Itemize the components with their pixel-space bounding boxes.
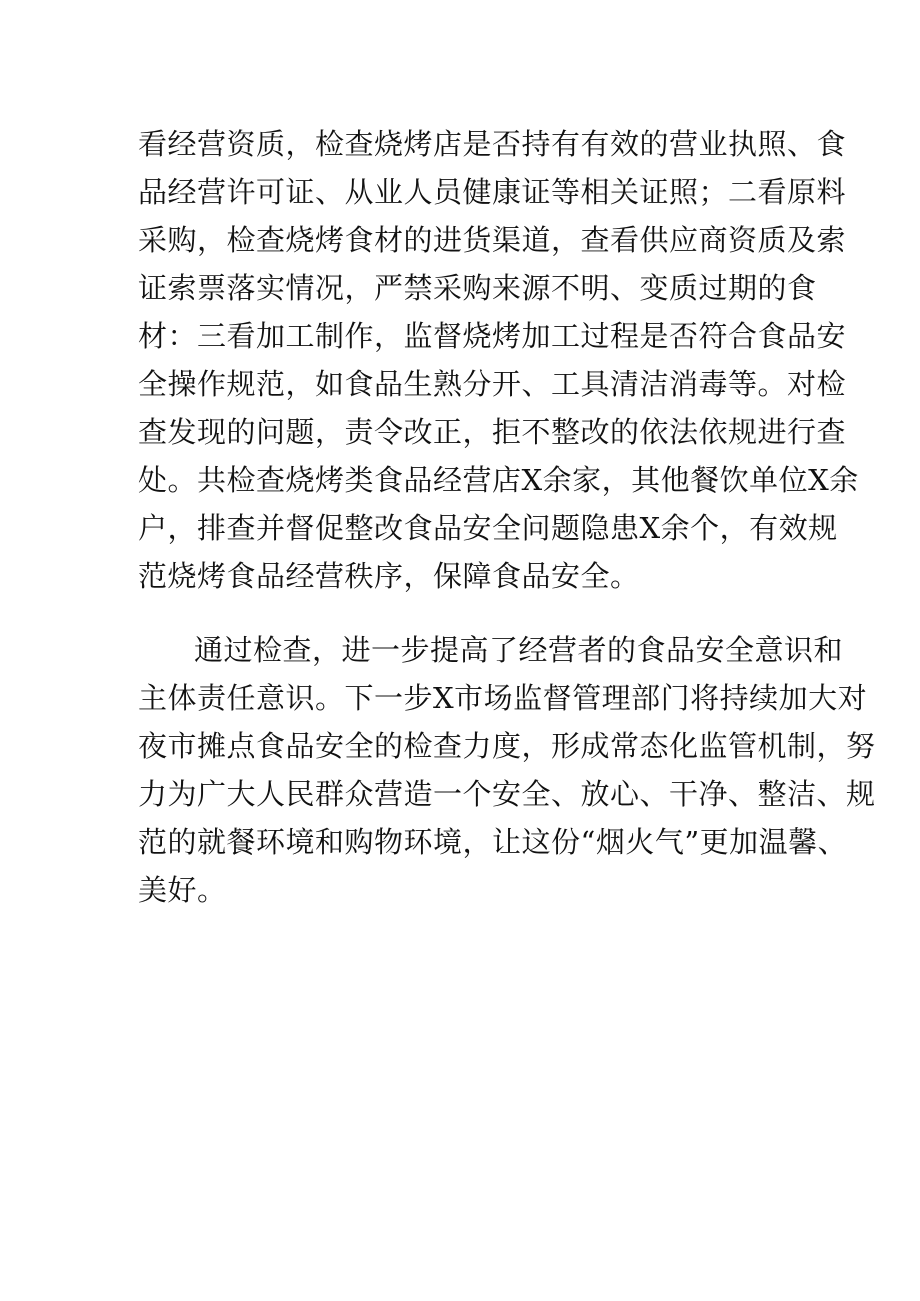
paragraph-line: 全操作规范，如食品生熟分开、工具清洁消毒等。对检: [138, 367, 847, 401]
paragraph-line: 夜市摊点食品安全的检查力度，形成常态化监管机制，努: [138, 729, 876, 763]
paragraph-line: 采购，检查烧烤食材的进货渠道，查看供应商资质及索: [138, 223, 847, 257]
paragraph-1: [138, 120, 859, 600]
paragraph-line: 看经营资质，检查烧烤店是否持有有效的营业执照、食: [138, 127, 847, 161]
paragraph-line: 户，排查并督促整改食品安全问题隐患X余个，有效规: [138, 511, 838, 545]
paragraph-line: 美好。: [138, 873, 227, 907]
paragraph-line: 查发现的问题，责令改正，拒不整改的依法依规进行查: [138, 415, 847, 449]
paragraph-2: [138, 626, 876, 914]
paragraph-line: 力为广大人民群众营造一个安全、放心、干净、整洁、规: [138, 777, 876, 811]
paragraph-spacer: [138, 600, 788, 626]
paragraph-line: 材：三看加工制作，监督烧烤加工过程是否符合食品安: [138, 319, 847, 353]
paragraph-line: 通过检查，进一步提高了经营者的食品安全意识和: [194, 633, 844, 667]
paragraph-line: 品经营许可证、从业人员健康证等相关证照；二看原料: [138, 175, 847, 209]
paragraph-line: 主体责任意识。下一步X市场监督管理部门将持续加大对: [138, 681, 868, 715]
document-body: [138, 120, 876, 914]
paragraph-line: 范的就餐环境和购物环境，让这份“烟火气”更加温馨、: [138, 825, 848, 859]
paragraph-line: 证索票落实情况，严禁采购来源不明、变质过期的食: [138, 271, 817, 305]
paragraph-line: 范烧烤食品经营秩序，保障食品安全。: [138, 559, 640, 593]
paragraph-line: 处。共检查烧烤类食品经营店X余家，其他餐饮单位X余: [138, 463, 859, 497]
